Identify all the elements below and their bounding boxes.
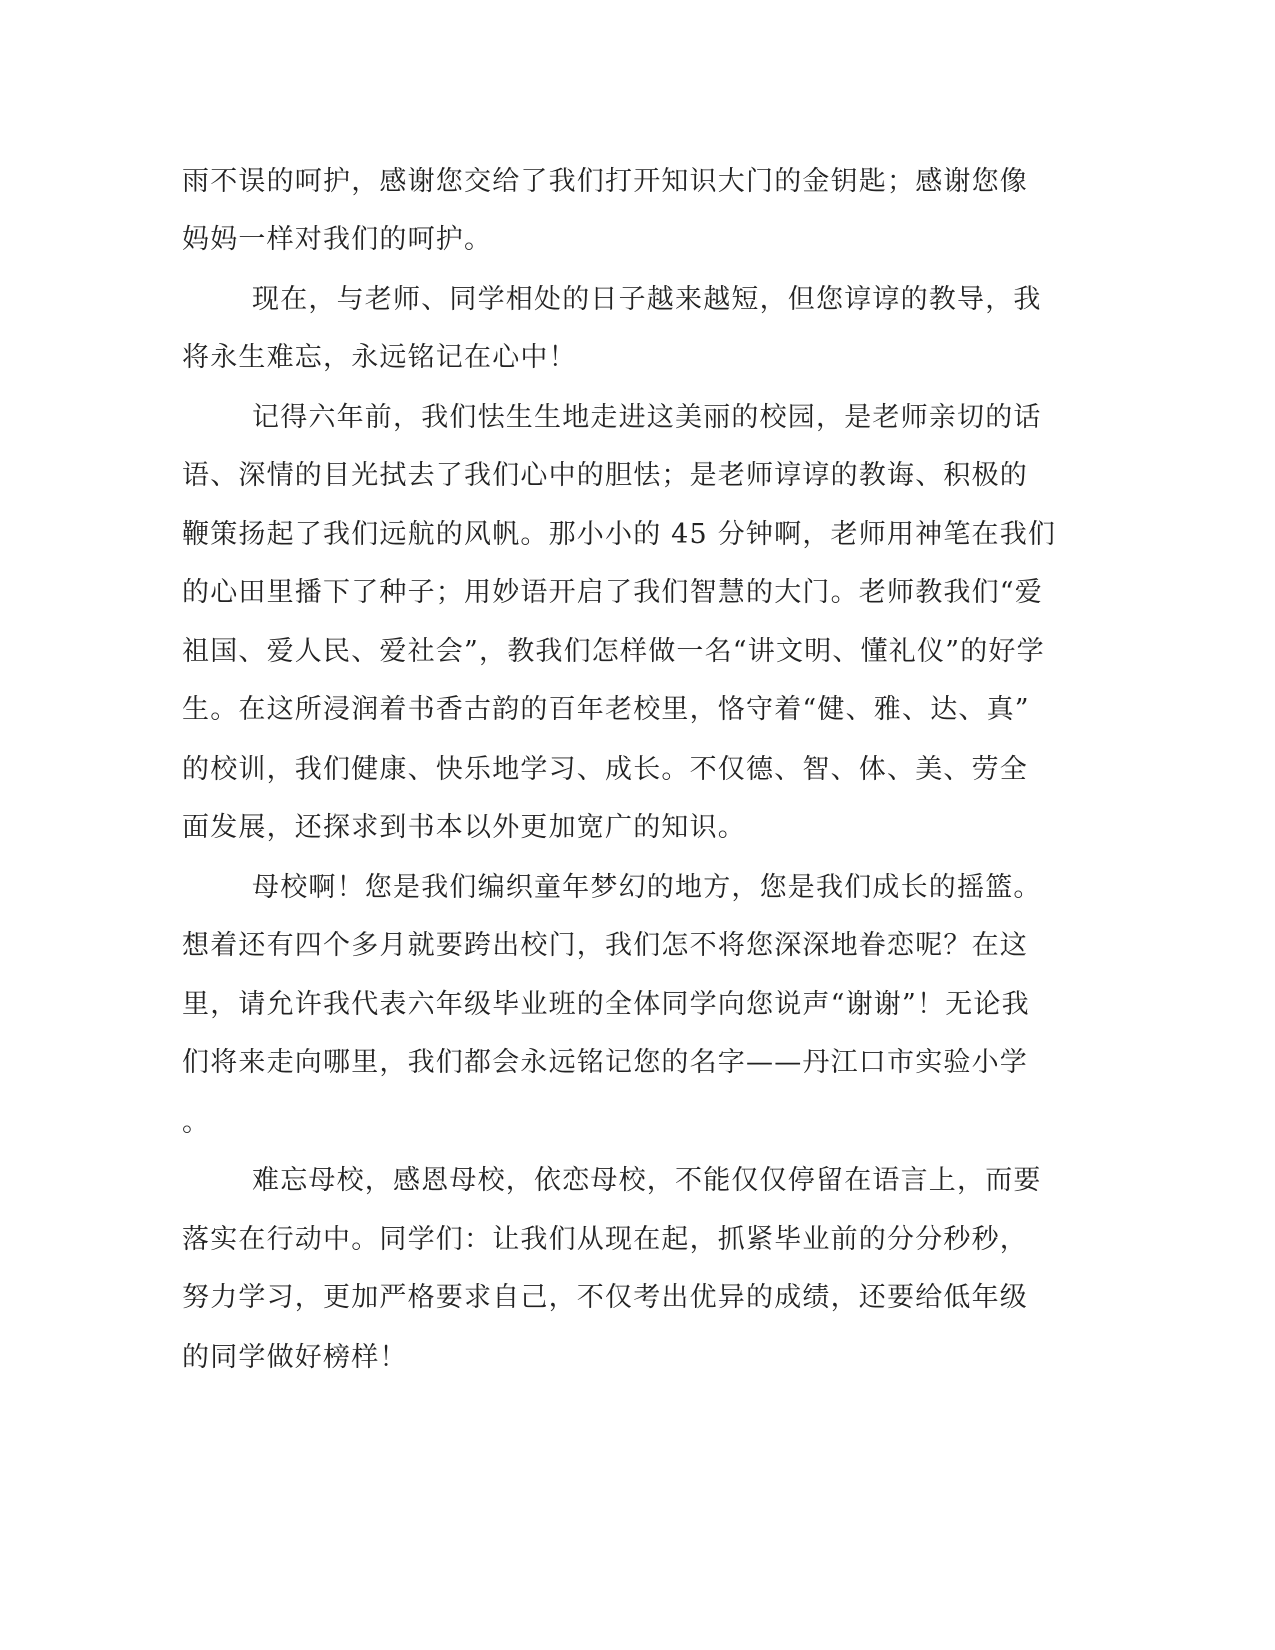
- text-line: 鞭策扬起了我们远航的风帆。那小小的 45 分钟啊，老师用神笔在我们: [182, 519, 1057, 550]
- text-line: 面发展，还探求到书本以外更加宽广的知识。: [182, 812, 746, 843]
- paragraph-first-line: 母校啊！您是我们编织童年梦幻的地方，您是我们成长的摇篮。: [252, 872, 1042, 903]
- text-line: 落实在行动中。同学们：让我们从现在起，抓紧毕业前的分分秒秒，: [182, 1224, 1028, 1255]
- paragraph-first-line: 难忘母校，感恩母校，依恋母校，不能仅仅停留在语言上，而要: [252, 1165, 1042, 1196]
- text-line: 雨不误的呵护，感谢您交给了我们打开知识大门的金钥匙；感谢您像: [182, 166, 1028, 197]
- paragraph-first-line: 记得六年前，我们怯生生地走进这美丽的校园，是老师亲切的话: [252, 402, 1042, 433]
- text-line: 妈妈一样对我们的呵护。: [182, 224, 493, 255]
- text-line: 语、深情的目光拭去了我们心中的胆怯；是老师谆谆的教诲、积极的: [182, 460, 1028, 491]
- text-line: 的校训，我们健康、快乐地学习、成长。不仅德、智、体、美、劳全: [182, 754, 1028, 785]
- text-line: 将永生难忘，永远铭记在心中！: [182, 342, 577, 373]
- text-line: 。: [182, 1107, 211, 1138]
- text-line: 想着还有四个多月就要跨出校门，我们怎不将您深深地眷恋呢？在这: [182, 930, 1028, 961]
- paragraph-first-line: 现在，与老师、同学相处的日子越来越短，但您谆谆的教导，我: [252, 284, 1042, 315]
- text-line: 的心田里播下了种子；用妙语开启了我们智慧的大门。老师教我们“爱: [182, 577, 1044, 608]
- text-line: 里，请允许我代表六年级毕业班的全体同学向您说声“谢谢”！无论我: [182, 989, 1030, 1020]
- text-line: 生。在这所浸润着书香古韵的百年老校里，恪守着“健、雅、达、真”: [182, 694, 1030, 725]
- text-line: 们将来走向哪里，我们都会永远铭记您的名字——丹江口市实验小学: [182, 1047, 1028, 1078]
- text-line: 努力学习，更加严格要求自己，不仅考出优异的成绩，还要给低年级: [182, 1282, 1028, 1313]
- text-line: 祖国、爱人民、爱社会”，教我们怎样做一名“讲文明、懂礼仪”的好学: [182, 636, 1045, 667]
- text-line: 的同学做好榜样！: [182, 1342, 408, 1373]
